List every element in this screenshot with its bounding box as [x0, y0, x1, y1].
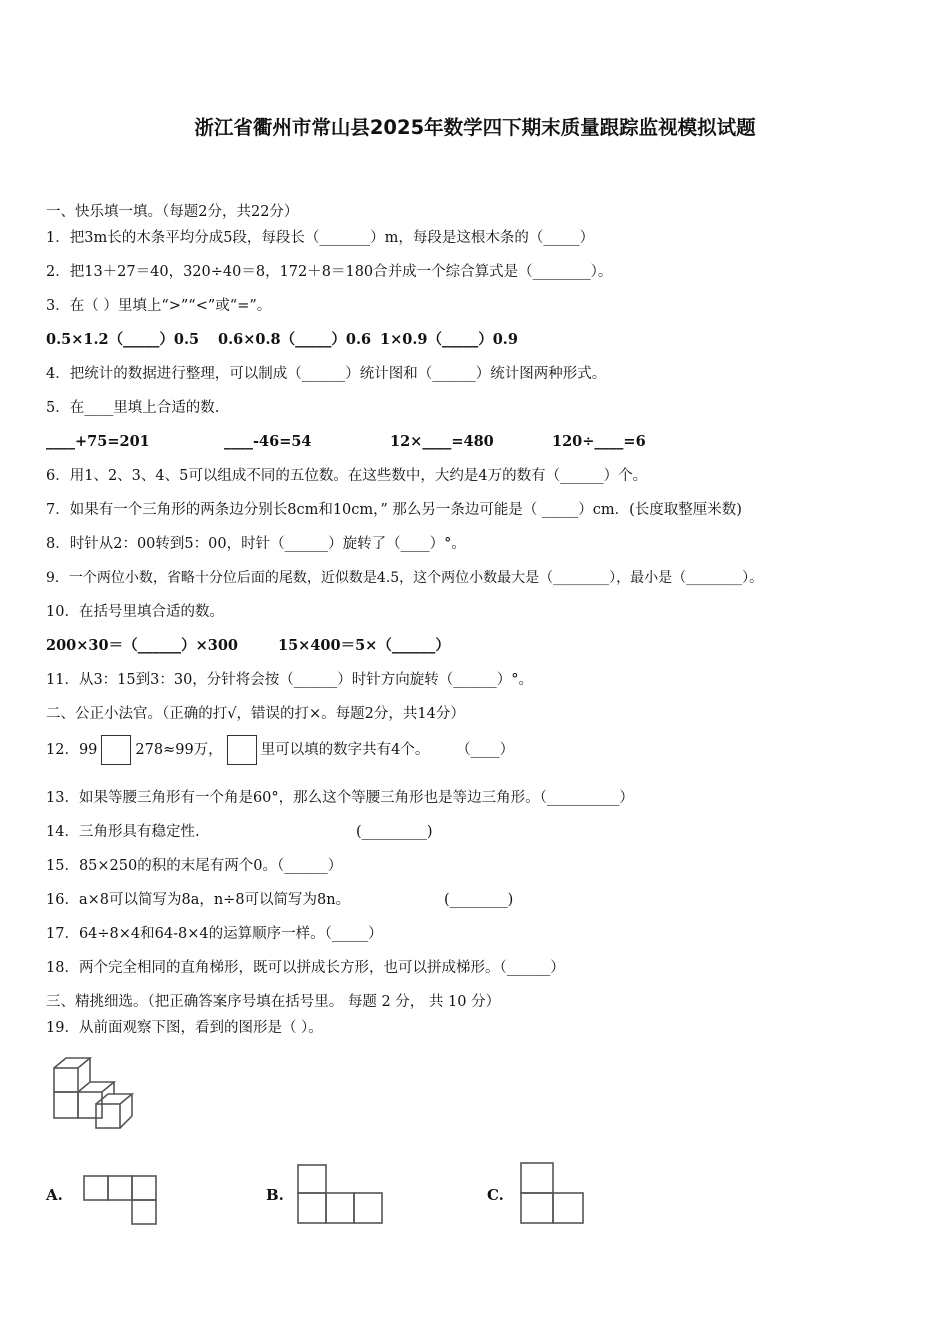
question-13: 13．如果等腰三角形有一个角是60°，那么这个等腰三角形也是等边三角形。（__________） — [46, 790, 634, 806]
q5-item-1: ____+75=201 — [46, 433, 150, 450]
question-10-items — [46, 636, 546, 656]
question-10: 10．在括号里填合适的数。 — [46, 604, 224, 620]
question-4: 4．把统计的数据进行整理，可以制成（______）统计图和（______）统计图两种形式。 — [46, 366, 607, 382]
question-2: 2．把13＋27＝40，320÷40＝8，172＋8＝180合并成一个综合算式是（________）。 — [46, 264, 613, 280]
question-14 — [46, 822, 546, 842]
question-5: 5．在____里填上合适的数. — [46, 400, 220, 416]
question-18: 18．两个完全相同的直角梯形，既可以拼成长方形，也可以拼成梯形。（______） — [46, 960, 565, 976]
q12-suffix: 里可以填的数字共有4个。 — [260, 742, 430, 758]
q3-item-2: 0.6×0.8（_____）0.6 — [218, 331, 372, 348]
q16-text: 16．a×8可以简写为8a，n÷8可以简写为8n。 — [46, 892, 351, 908]
q16-blank: (________) — [444, 892, 514, 908]
q5-item-2: ____-46=54 — [224, 433, 312, 450]
q12-blank: （____） — [463, 742, 515, 758]
q3-item-3: 1×0.9（_____）0.9 — [380, 331, 518, 348]
q12-middle: 278≈99万， — [135, 742, 223, 758]
option-c-label[interactable]: C. — [487, 1186, 504, 1204]
question-6: 6．用1、2、3、4、5可以组成不同的五位数。在这些数中，大约是4万的数有（______）个。 — [46, 468, 648, 484]
cube-stack-figure — [50, 1054, 140, 1130]
question-5-items — [46, 432, 746, 452]
q14-text: 14．三角形具有稳定性. — [46, 824, 200, 840]
question-15: 15．85×250的积的末尾有两个0。（______） — [46, 858, 343, 874]
q5-item-3: 12×____=480 — [390, 433, 494, 450]
question-1: 1．把3m长的木条平均分成5段，每段长（_______）m，每段是这根木条的（_____） — [46, 230, 595, 246]
section-1-heading: 一、快乐填一填。（每题2分，共22分） — [46, 204, 299, 220]
question-19: 19．从前面观察下图，看到的图形是（ ）。 — [46, 1020, 323, 1036]
page-title: 浙江省衢州市常山县2025年数学四下期末质量跟踪监视模拟试题 — [194, 116, 756, 139]
q10-item-2: 15×400＝5×（______） — [278, 637, 450, 654]
q3-item-1: 0.5×1.2（_____）0.5 — [46, 331, 200, 348]
question-3-items — [46, 330, 646, 350]
option-b-label[interactable]: B. — [266, 1186, 284, 1204]
question-12 — [46, 733, 514, 767]
question-3: 3．在（ ）里填上“>”“<”或“=”。 — [46, 298, 272, 314]
question-7: 7．如果有一个三角形的两条边分别长8cm和10cm，” 那么另一条边可能是（ _____）cm．(长度取整厘米数) — [46, 502, 742, 518]
q10-item-1: 200×30＝（______）×300 — [46, 637, 239, 654]
option-c-figure — [519, 1161, 589, 1227]
question-11: 11．从3：15到3：30，分针将会按（______）时针方向旋转（______）°。 — [46, 672, 534, 688]
question-8: 8．时针从2：00转到5：00，时针（______）旋转了（____）°。 — [46, 536, 466, 552]
section-3-heading: 三、精挑细选。（把正确答案序号填在括号里。 每题 2 分， 共 10 分） — [46, 994, 501, 1010]
section-2-heading: 二、公正小法官。（正确的打√，错误的打×。每题2分，共14分） — [46, 706, 465, 722]
option-a-label[interactable]: A. — [46, 1186, 63, 1204]
question-17: 17．64÷8×4和64-8×4的运算顺序一样。（_____） — [46, 926, 383, 942]
question-9: 9．一个两位小数，省略十分位后面的尾数，近似数是4.5，这个两位小数最大是（________），最小是（________）。 — [46, 570, 764, 586]
q14-blank: (_________) — [356, 824, 433, 840]
q5-item-4: 120÷____=6 — [552, 433, 646, 450]
question-16 — [46, 890, 606, 910]
option-a-figure — [82, 1174, 162, 1230]
option-b-figure — [296, 1163, 388, 1227]
answer-box[interactable] — [227, 735, 257, 765]
answer-box[interactable] — [101, 735, 131, 765]
q12-prefix: 12．99 — [46, 742, 98, 758]
